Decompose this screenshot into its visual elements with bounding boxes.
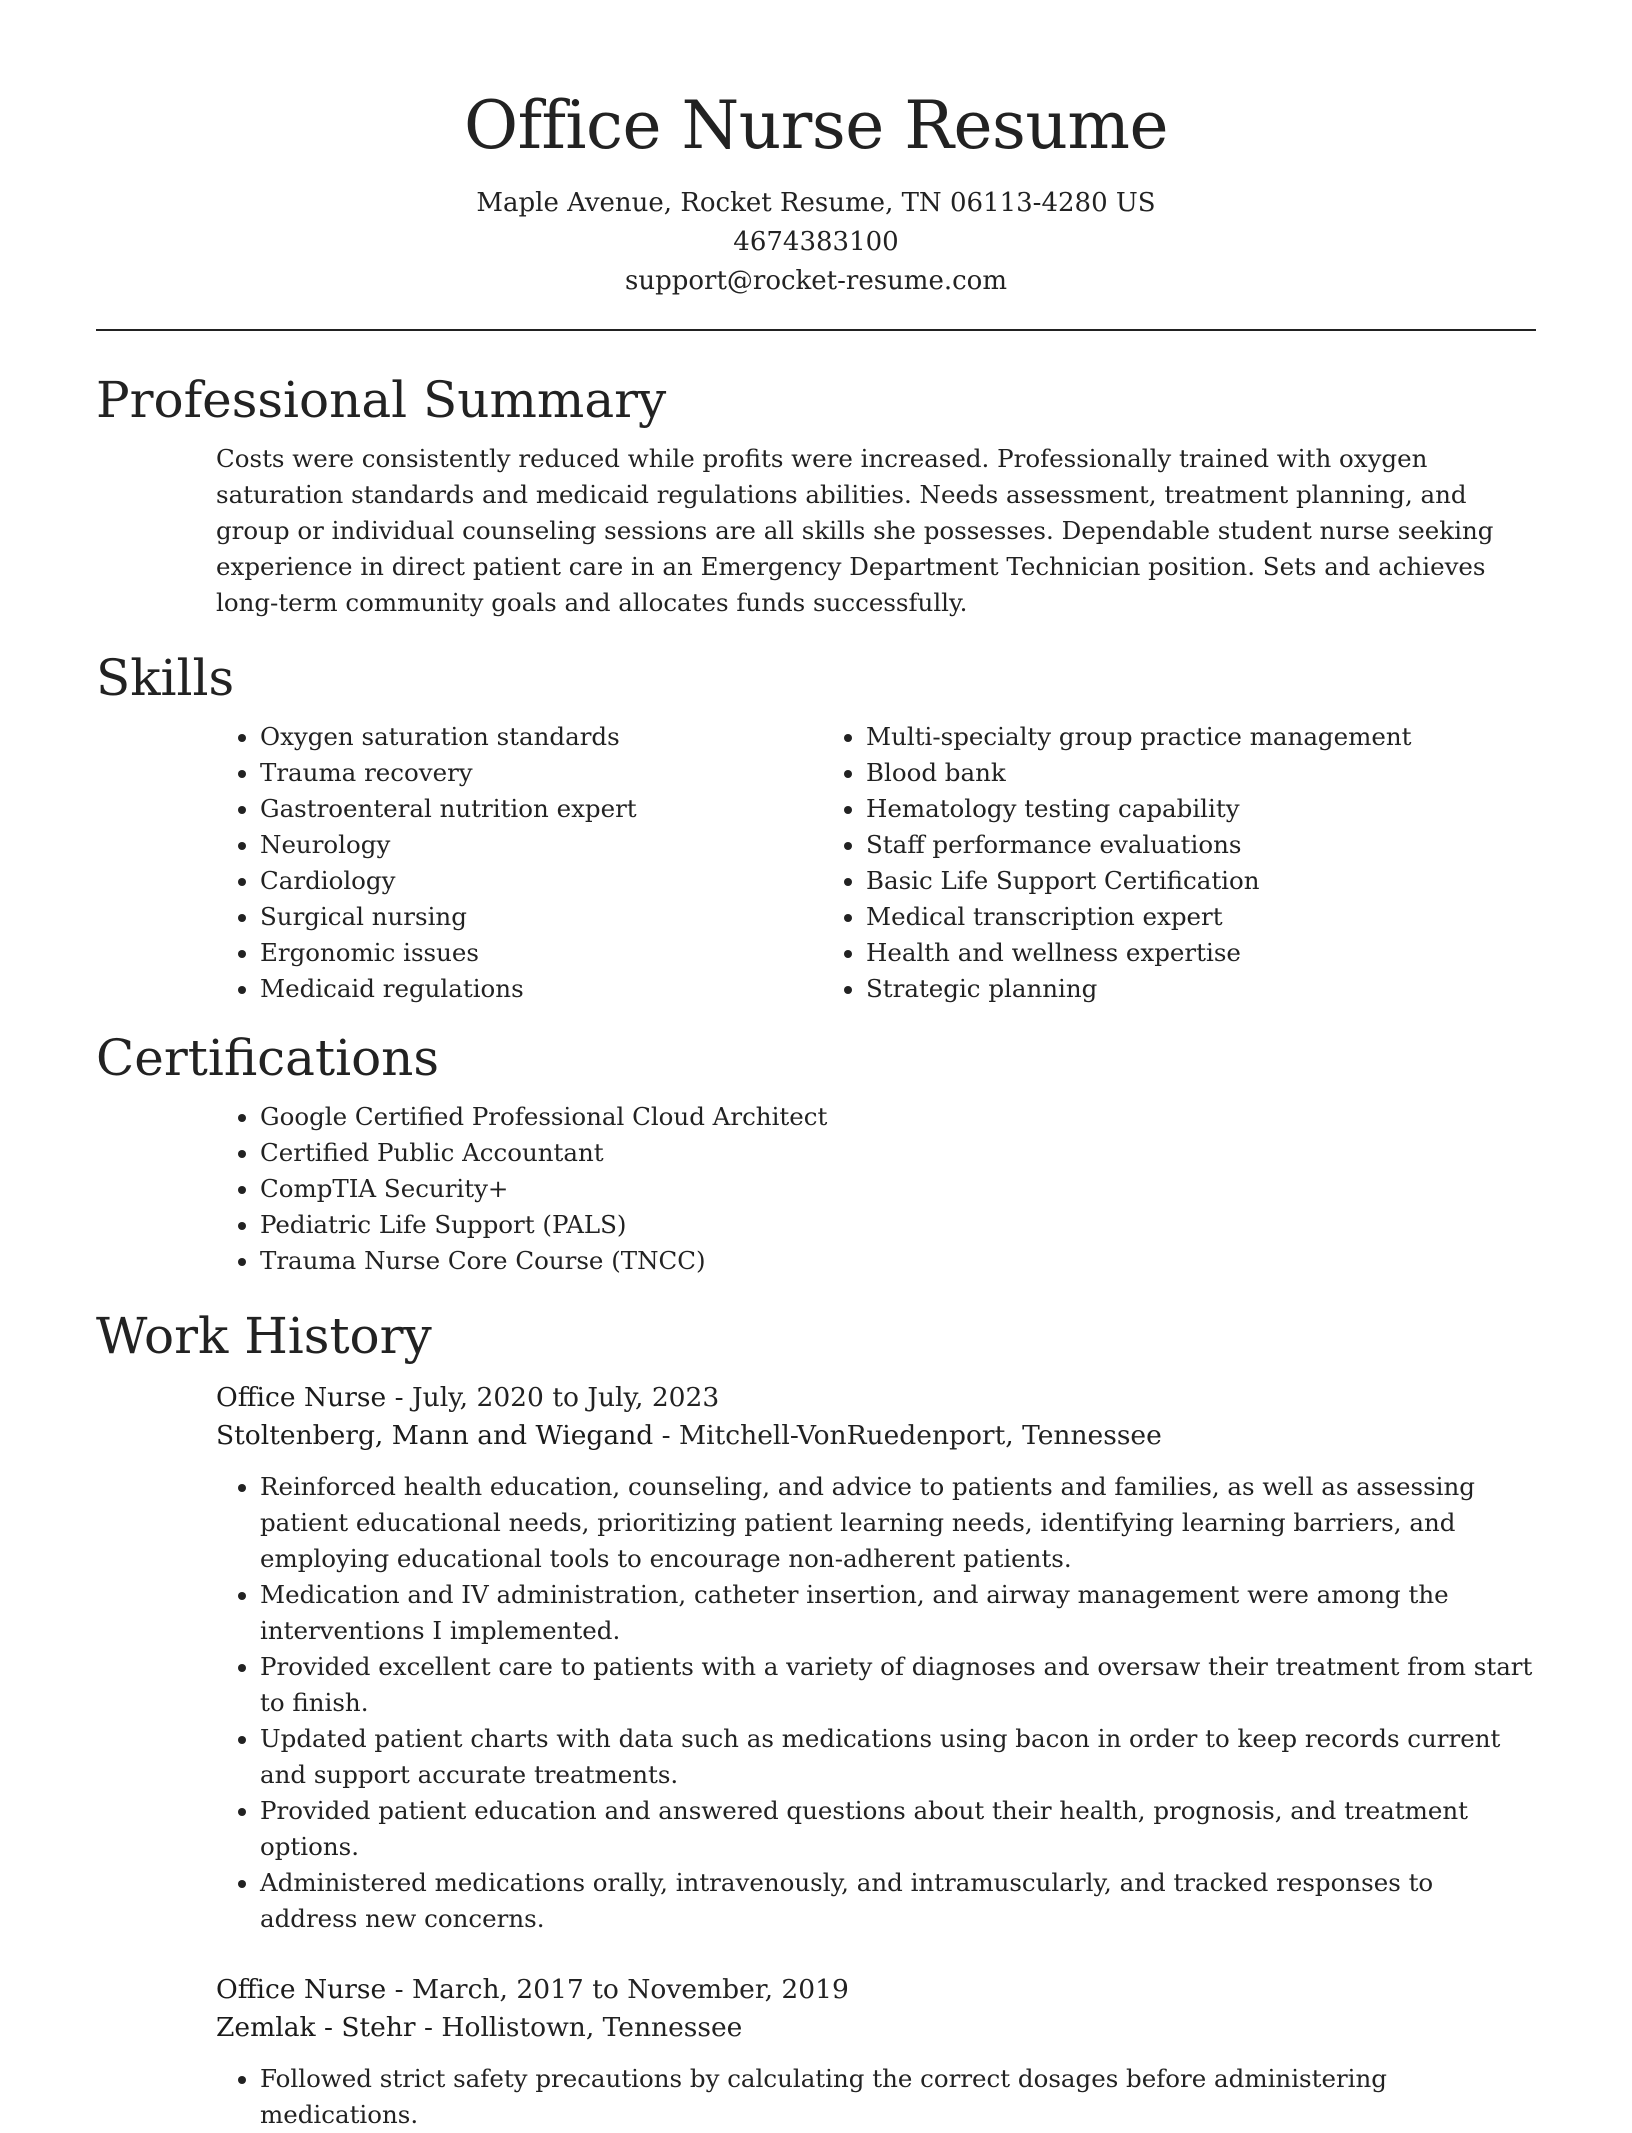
job-entry bbox=[216, 1971, 1536, 2133]
skill-item: • Medicaid regulations bbox=[260, 971, 822, 1007]
job-company-line bbox=[216, 2009, 1536, 2047]
job-bullet: • Administered medications orally, intravenously, and intramuscularly, and tracked responses to address new concerns. bbox=[260, 1865, 1536, 1937]
job-bullets bbox=[216, 2061, 1536, 2133]
job-dates: March, 2017 to November, 2019 bbox=[412, 1974, 849, 2005]
job-separator: - bbox=[415, 2012, 442, 2043]
skills-column-right bbox=[822, 719, 1472, 1007]
section-heading-skills: Skills bbox=[96, 649, 235, 707]
contact-phone: 4674383100 bbox=[733, 227, 899, 257]
job-bullet-list bbox=[216, 1469, 1536, 1937]
job-bullet: • Provided excellent care to patients with a variety of diagnoses and oversaw their treatment from start to finish. bbox=[260, 1649, 1536, 1721]
certification-item: • Google Certified Professional Cloud Architect bbox=[260, 1099, 1536, 1135]
certification-item: • Trauma Nurse Core Course (TNCC) bbox=[260, 1243, 1536, 1279]
certifications-list bbox=[216, 1099, 1536, 1279]
skills-list-right bbox=[822, 719, 1472, 1007]
resume-page bbox=[96, 0, 1536, 2133]
job-separator: - bbox=[386, 1382, 412, 1413]
skill-item: • Neurology bbox=[260, 827, 822, 863]
job-company: Zemlak - Stehr bbox=[216, 2012, 416, 2043]
skill-item: • Staff performance evaluations bbox=[866, 827, 1472, 863]
job-separator: - bbox=[386, 1974, 412, 2005]
skill-item: • Ergonomic issues bbox=[260, 935, 822, 971]
resume-title: Office Nurse Resume bbox=[463, 87, 1169, 164]
job-location: Hollistown, Tennessee bbox=[441, 2012, 743, 2043]
job-bullet: • Updated patient charts with data such as medications using bacon in order to keep records current and support accurate treatments. bbox=[260, 1721, 1536, 1793]
certification-item: • CompTIA Security+ bbox=[260, 1171, 1536, 1207]
job-company-line bbox=[216, 1417, 1536, 1455]
certification-item: • Certified Public Accountant bbox=[260, 1135, 1536, 1171]
skill-item: • Strategic planning bbox=[866, 971, 1472, 1007]
skill-item: • Medical transcription expert bbox=[866, 899, 1472, 935]
skill-item: • Trauma recovery bbox=[260, 755, 822, 791]
contact-email: support@rocket-resume.com bbox=[624, 266, 1007, 296]
skill-item: • Gastroenteral nutrition expert bbox=[260, 791, 822, 827]
section-heading-certifications: Certifications bbox=[96, 1029, 440, 1087]
job-dates: July, 2020 to July, 2023 bbox=[412, 1382, 720, 1413]
certification-item: • Pediatric Life Support (PALS) bbox=[260, 1207, 1536, 1243]
header-divider bbox=[96, 329, 1536, 331]
skill-item: • Oxygen saturation standards bbox=[260, 719, 822, 755]
job-entry bbox=[216, 1379, 1536, 1937]
skill-item: • Basic Life Support Certification bbox=[866, 863, 1472, 899]
skills-column-left bbox=[216, 719, 822, 1007]
job-bullet: • Medication and IV administration, catheter insertion, and airway management were among the interventions I implemented. bbox=[260, 1577, 1536, 1649]
job-title-line bbox=[216, 1379, 1536, 1417]
job-bullet-list bbox=[216, 2061, 1536, 2133]
skill-item: • Multi-specialty group practice management bbox=[866, 719, 1472, 755]
job-bullet: • Followed strict safety precautions by calculating the correct dosages before administering medications. bbox=[260, 2061, 1536, 2133]
skills-list-left bbox=[216, 719, 822, 1007]
job-separator: - bbox=[653, 1420, 680, 1451]
job-bullets bbox=[216, 1469, 1536, 1937]
job-title-line bbox=[216, 1971, 1536, 2009]
contact-address: Maple Avenue, Rocket Resume, TN 06113-4280 US bbox=[476, 188, 1156, 218]
job-company: Stoltenberg, Mann and Wiegand bbox=[216, 1420, 654, 1451]
skill-item: • Cardiology bbox=[260, 863, 822, 899]
skills-grid bbox=[216, 719, 1536, 1007]
certifications-block bbox=[216, 1099, 1536, 1279]
skill-item: • Hematology testing capability bbox=[866, 791, 1472, 827]
summary-text: Costs were consistently reduced while profits were increased. Professionally trained with oxygen saturation standards and medicaid regulations abilities. Needs assessment, treatment planning, and group or individual counseling sessions are all skills she possesses. Dependable student nurse seeking experience in direct patient care in an Emergency Department Technician position. Sets and achieves long-term community goals and allocates funds successfully. bbox=[216, 444, 1494, 617]
contact-block bbox=[96, 184, 1536, 301]
job-location: Mitchell-VonRuedenport, Tennessee bbox=[679, 1420, 1162, 1451]
job-bullet: • Reinforced health education, counseling, and advice to patients and families, as well as assessing patient educational needs, prioritizing patient learning needs, identifying learning barriers, and employing educational tools to encourage non-adherent patients. bbox=[260, 1469, 1536, 1577]
skill-item: • Surgical nursing bbox=[260, 899, 822, 935]
skill-item: • Health and wellness expertise bbox=[866, 935, 1472, 971]
section-heading-summary: Professional Summary bbox=[96, 371, 667, 429]
job-title: Office Nurse bbox=[216, 1382, 387, 1413]
job-bullet: • Provided patient education and answered questions about their health, prognosis, and treatment options. bbox=[260, 1793, 1536, 1865]
job-title: Office Nurse bbox=[216, 1974, 387, 2005]
section-heading-work-history: Work History bbox=[96, 1307, 432, 1365]
skill-item: • Blood bank bbox=[866, 755, 1472, 791]
